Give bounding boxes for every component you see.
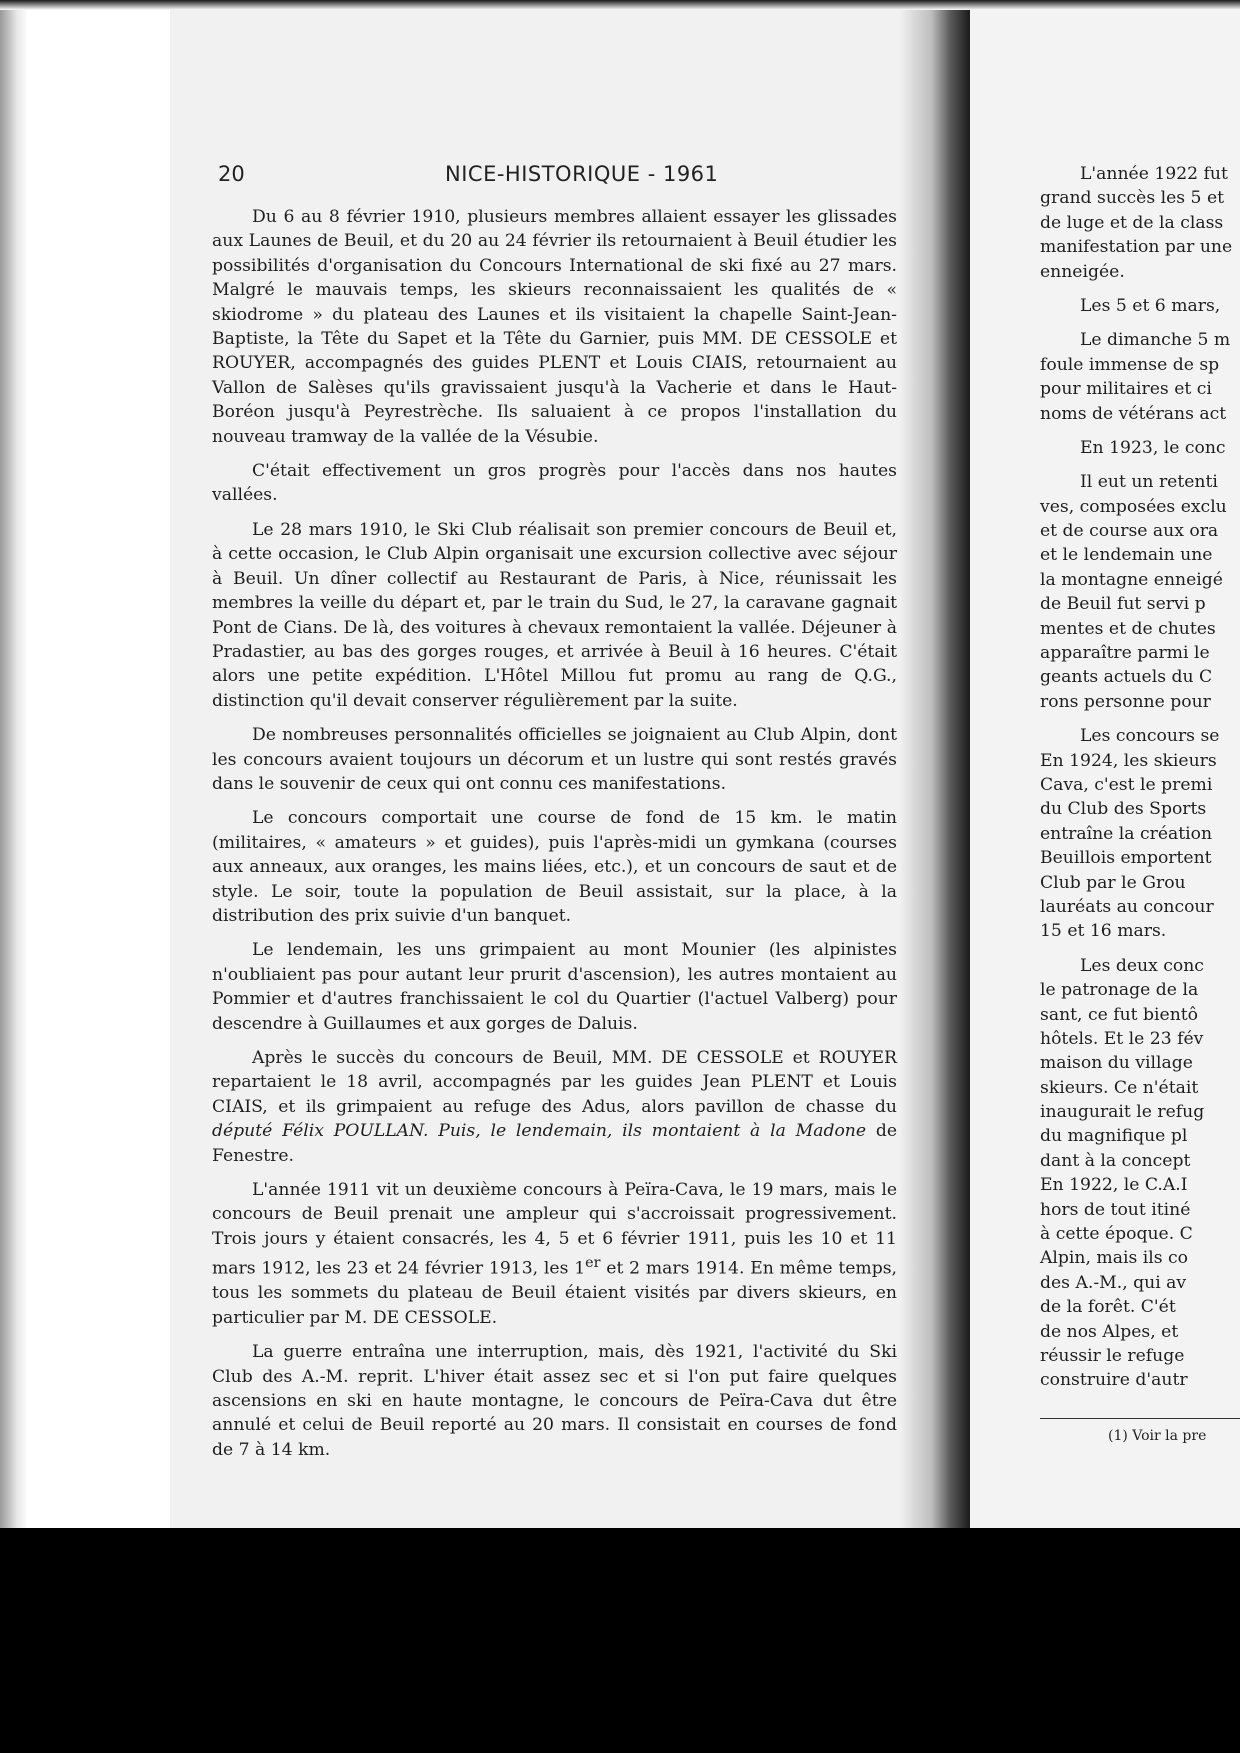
line-gap [1040,426,1240,436]
right-text-line: mentes et de chutes [1040,618,1216,639]
right-text-line: Club par le Grou [1040,872,1186,893]
right-text-line: sant, ce fut bientô [1040,1004,1199,1025]
line-gap [1040,460,1240,470]
right-text-line: geants actuels du C [1040,667,1213,688]
right-text-line: de luge et de la class [1040,212,1224,233]
right-text-line: apparaître parmi le [1040,643,1210,664]
line-gap [1040,318,1240,328]
paragraph: Le 28 mars 1910, le Ski Club réalisait son premier concours de Beuil et, à cette occasion, le Club Alpin organisait une excursion collective avec séjour à Beuil. Un dîner collectif au Restaurant de Paris, à Nice, réunissait les membres la veille du départ et, par le train du Sud, le 27, la caravane gagnait Pont de Cians. De là, des voitures à chevaux remontaient la vallée. Déjeuner à Pradastier, au bas des gorges rouges, et arrivée à Beuil à 16 heures. C'était alors une petite expédition. L'Hôtel Millou fut promu au rang de Q.G., distinction qu'il devait conserver régulièrement par la suite. [212,519,897,711]
right-text-line: enneigée. [1040,261,1125,282]
right-text-line: maison du village [1040,1053,1193,1074]
paragraph: Du 6 au 8 février 1910, plusieurs membres allaient essayer les glissades aux Launes de Beuil, et du 20 au 24 février ils retournaient à Beuil étudier les possibilités d'organisation du Concours International de ski fixé au 27 mars. Malgré le mauvais temps, les skieurs reconnaissaient les qualités de « skiodrome » du plateau des Launes et ils visitaient la chapelle Saint-Jean-Baptiste, la Tête du Sapet et la Tête du Garnier, puis MM. DE CESSOLE et ROUYER, accompagnés des guides PLENT et Louis CIAIS, retournaient au Vallon de Salèses qu'ils gravissaient jusqu'à la Vacherie et dans le Haut-Boréon jusqu'à Peyrestrèche. Ils saluaient à ce propos l'installation du nouveau tramway de la vallée de la Vésubie. [212,207,897,447]
paragraph: C'était effectivement un gros progrès pour l'accès dans nos hautes vallées. [212,461,897,506]
right-text-line: de nos Alpes, et [1040,1321,1179,1342]
right-text-line: à cette époque. C [1040,1224,1193,1245]
right-text-line: Il eut un retenti [1080,472,1218,493]
journal-title: NICE-HISTORIQUE - 1961 [445,162,719,186]
scan-top-edge [0,0,1240,10]
right-text-line: noms de vétérans act [1040,403,1227,424]
right-text-line: hors de tout itiné [1040,1199,1191,1220]
paragraph-text: Après le succès du concours de Beuil, MM. DE CESSOLE et ROUYER repartaient le 18 avril, accompagnés par les guides Jean PLENT et Louis CIAIS, et ils grimpaient au refuge des Adus, alors pavillon de chasse du [212,1048,897,1117]
right-text-line: et le lendemain une [1040,545,1213,566]
right-text-line: En 1924, les skieurs [1040,750,1217,771]
italic-text: député Félix POULLAN. Puis, le lendemain, ils montaient à la Madone [212,1121,867,1142]
right-text-line: de Beuil fut servi p [1040,594,1206,615]
right-text-line: 15 et 16 mars. [1040,921,1167,942]
right-text-line: skieurs. Ce n'était [1040,1077,1199,1098]
paragraph-text: L'année 1911 vit un deuxième concours à Peïra-Cava, le 19 mars, mais le concours de Beuil prenait une ampleur qui s'accroissait progressivement. Trois jours y étaient consacrés, les 4, 5 et 6 février 1911, puis les 10 et 11 mars 1912, les 23 et 24 février 1913, les 1 [212,1180,897,1279]
right-text-line: et de course aux ora [1040,521,1219,542]
right-text-line: Les deux conc [1080,955,1204,976]
right-text-line: Les concours se [1080,726,1220,747]
footnote: (1) Voir la pre [1108,1428,1207,1444]
right-text-line: du Club des Sports [1040,799,1207,820]
right-text-line: En 1923, le conc [1080,437,1226,458]
right-text-line: Les 5 et 6 mars, [1080,295,1221,316]
paragraph [212,1178,897,1330]
right-text-line: foule immense de sp [1040,354,1220,375]
right-text-line: En 1922, le C.A.I [1040,1175,1188,1196]
right-text-line: pour militaires et ci [1040,379,1212,400]
line-gap [1040,714,1240,724]
running-header [218,162,898,192]
scan-left-edge [0,0,28,1528]
line-gap [1040,284,1240,294]
paragraph [212,1046,897,1168]
right-text-line: dant à la concept [1040,1150,1191,1171]
paragraph: De nombreuses personnalités officielles se joignaient au Club Alpin, dont les concours avaient toujours un décorum et un lustre qui sont restés gravés dans le souvenir de ceux qui ont connu ces manifestations. [212,725,897,794]
right-text-line: inaugurait le refug [1040,1102,1205,1123]
right-text-line: hôtels. Et le 23 fév [1040,1028,1204,1049]
right-text-line: Alpin, mais ils co [1040,1248,1188,1269]
right-text-line: ves, composées exclu [1040,496,1227,517]
right-text-line: la montagne enneigé [1040,569,1223,590]
right-page-text [1040,162,1240,1393]
book-gutter-shadow [900,0,970,1528]
right-text-line: L'année 1922 fut [1080,164,1228,184]
paragraph-text: et 2 mars 1914. En même temps, tous les sommets du plateau de Beuil étaient visités par divers skieurs, en particulier par M. DE CESSOLE. [212,1258,897,1328]
right-text-line: entraîne la création [1040,823,1213,844]
line-gap [1040,944,1240,954]
paragraph: Le concours comportait une course de fond de 15 km. le matin (militaires, « amateurs » et guides), puis l'après-midi un gymkana (courses aux anneaux, aux oranges, les mains liées, etc.), et un concours de saut et de style. Le soir, toute la population de Beuil assistait, sur la place, à la distribution des prix suivie d'un banquet. [212,808,897,926]
left-page-text [212,205,897,1472]
right-text-line: de la forêt. C'ét [1040,1297,1176,1318]
right-text-line: Cava, c'est le premi [1040,774,1213,795]
page-number: 20 [218,162,245,186]
paragraph-text: de Fenestre. [212,1121,897,1166]
superscript: er [585,1255,601,1272]
right-text-line: le patronage de la [1040,980,1199,1001]
right-text-line: rons personne pour [1040,691,1211,712]
right-text-line: grand succès les 5 et [1040,188,1225,209]
right-text-line: lauréats au concour [1040,896,1214,917]
right-text-line: construire d'autr [1040,1370,1188,1391]
right-text-line: Beuillois emportent [1040,848,1212,869]
right-text-line: réussir le refuge [1040,1345,1185,1366]
scan-bottom-black-band [0,1528,1240,1753]
right-text-line: du magnifique pl [1040,1126,1188,1147]
footnote-rule [1040,1418,1240,1419]
right-text-line: Le dimanche 5 m [1080,330,1231,351]
right-text-line: manifestation par une [1040,237,1233,258]
paragraph: La guerre entraîna une interruption, mais, dès 1921, l'activité du Ski Club des A.-M. reprit. L'hiver était assez sec et si l'on put faire quelques ascensions en ski en haute montagne, le concours de Peïra-Cava dut être annulé et celui de Beuil reporté au 20 mars. Il consistait en courses de fond de 7 à 14 km. [212,1342,897,1460]
right-text-line: des A.-M., qui av [1040,1272,1187,1293]
paragraph: Le lendemain, les uns grimpaient au mont Mounier (les alpinistes n'oubliaient pas pour autant leur prurit d'ascension), les autres montaient au Pommier et d'autres franchissaient le col du Quartier (l'actuel Valberg) pour descendre à Guillaumes et aux gorges de Daluis. [212,940,897,1034]
